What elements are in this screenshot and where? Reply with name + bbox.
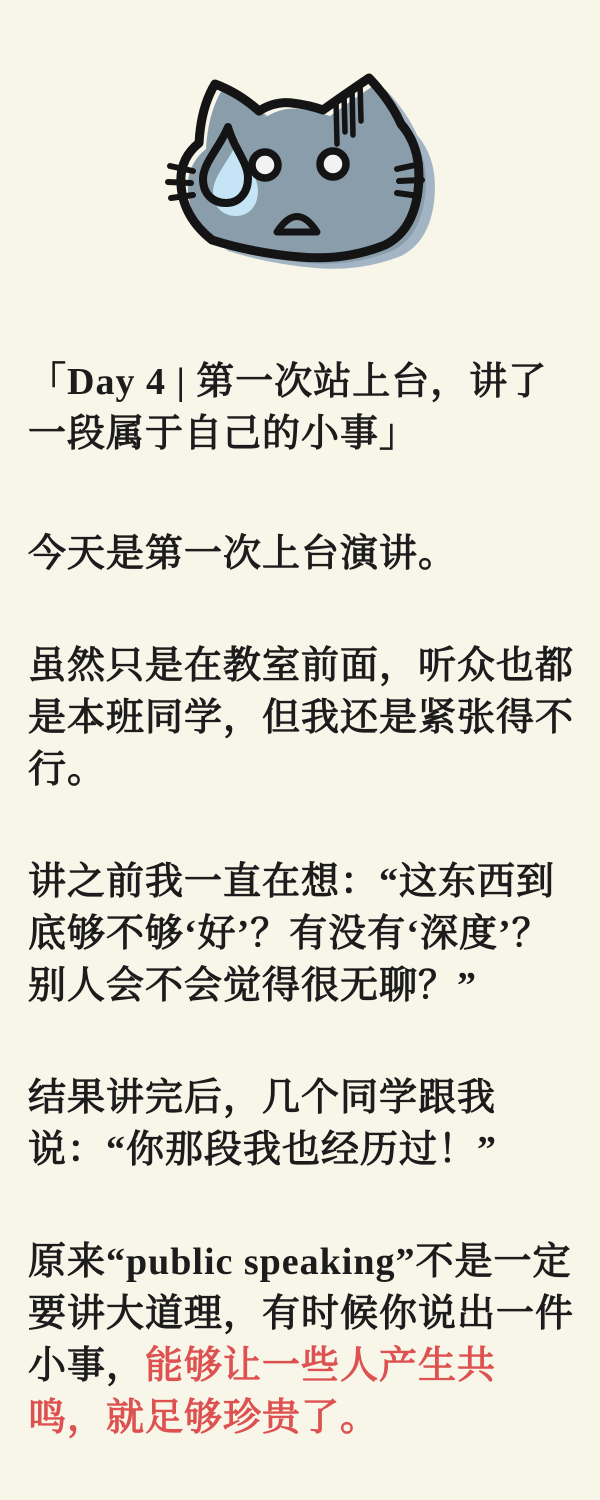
right-eye-icon xyxy=(320,151,346,177)
cat-illustration xyxy=(155,60,445,280)
paragraph-5-red-highlight: 能够让一些人产生共鸣，就足够珍贵了。 xyxy=(28,1345,497,1439)
paragraph-4: 结果讲完后，几个同学跟我说：“你那段我也经历过！” xyxy=(28,1077,498,1171)
paragraph-5-black-text: 原来“public speaking”不是一定要讲大道理，有时候你说出一件小事， xyxy=(28,1241,575,1387)
paragraph-2: 虽然只是在教室前面，听众也都是本班同学，但我还是紧张得不行。 xyxy=(28,645,575,791)
left-eye-icon xyxy=(252,152,278,178)
paragraph-3: 讲之前我一直在想：“这东西到底够不够‘好’？有没有‘深度’？别人会不会觉得很无聊？” xyxy=(28,861,556,1007)
paragraph-5 xyxy=(28,1236,574,1444)
paragraph-1: 今天是第一次上台演讲。 xyxy=(28,533,458,575)
worried-cat-face-icon xyxy=(155,60,445,280)
post-body xyxy=(28,356,574,1500)
post-title: 「Day 4 | 第一次站上台，讲了一段属于自己的小事」 xyxy=(28,361,548,455)
